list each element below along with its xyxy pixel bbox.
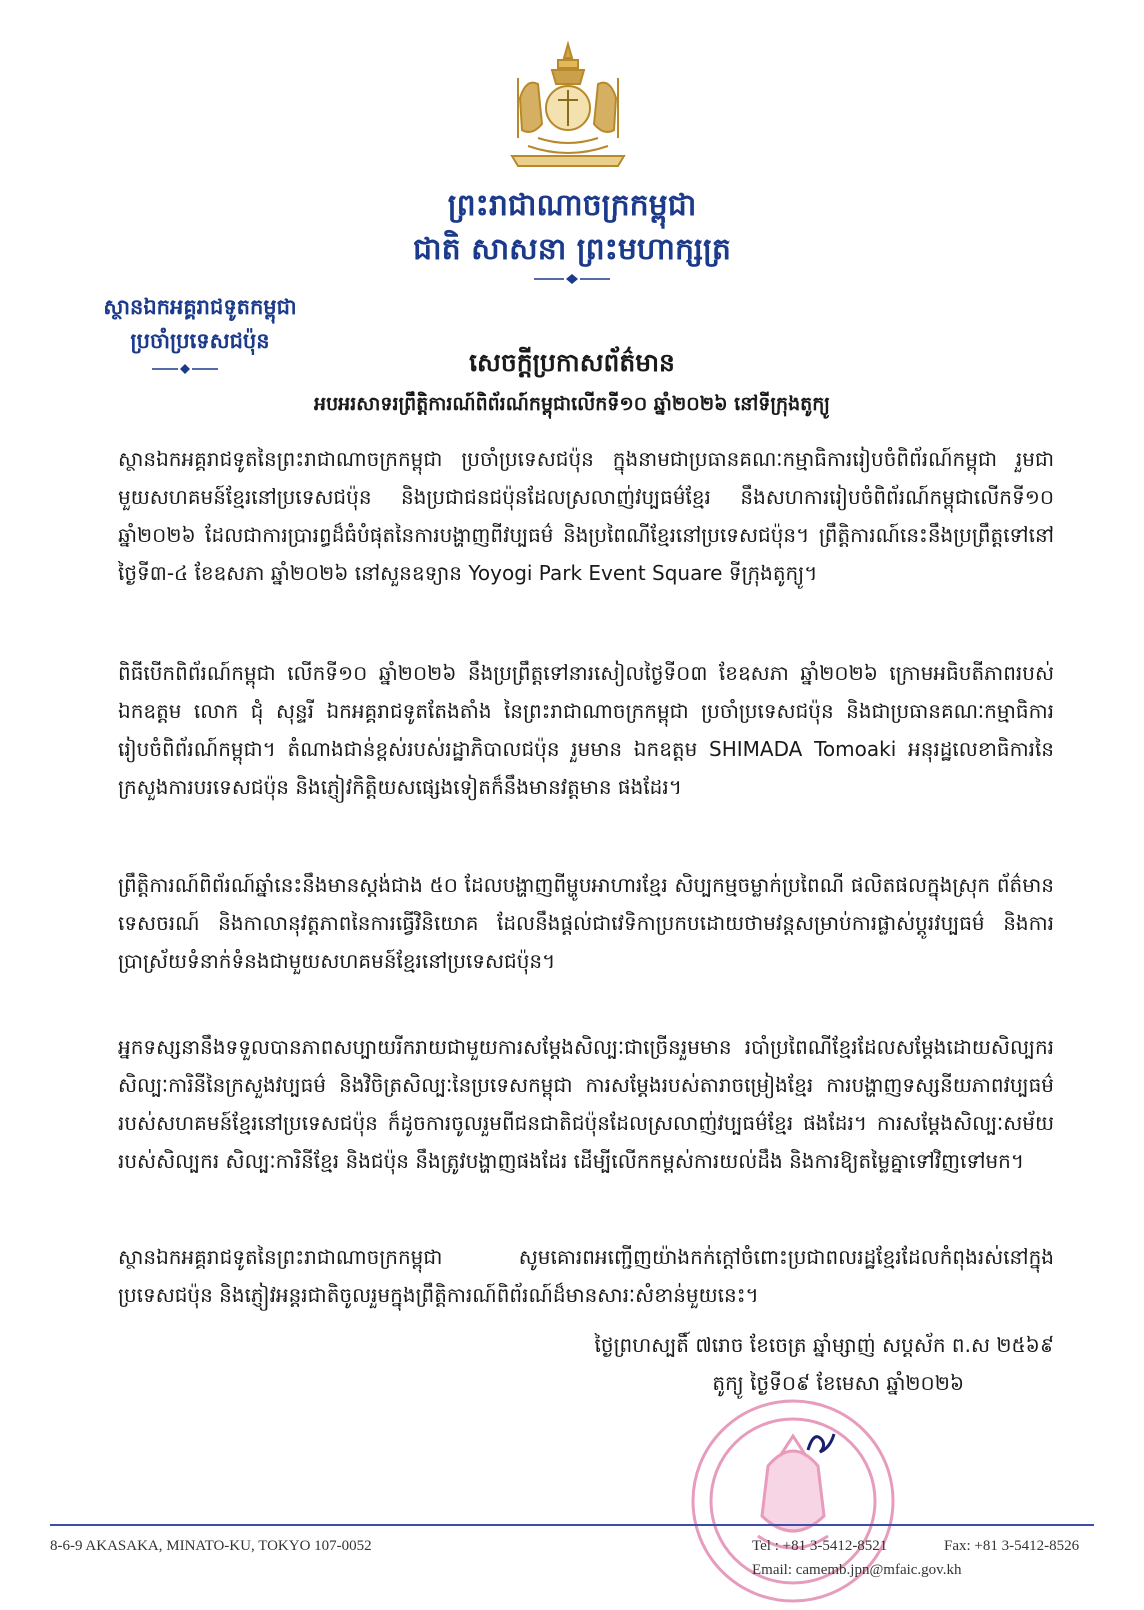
paragraph-text: ព្រឹត្តិការណ៍ពិព័រណ៍ឆ្នាំនេះនឹងមានស្តង់ជាង ៥០ ដែលបង្ហាញពីម្ហូបអាហារខ្មែរ សិប្បកម្មចម្លាក់ប្រពៃណី ផលិតផលក្នុងស្រុក ព័ត៌មានទេសចរណ៍ និងកាលានុវត្តភាពនៃការធ្វើវិនិយោគ ដែលនឹងផ្តល់ជាវេទិកាប្រកបដោយថាមវន្តសម្រាប់ការផ្លាស់ប្តូរវប្បធម៌ និងការប្រាស្រ័យទំនាក់ទំនងជាមួយសហគមន៍ខ្មែរនៅប្រទេសជប៉ុន។ — [118, 873, 1054, 973]
footer-telephone: Tel : +81 3-5412-8521 — [752, 1538, 888, 1554]
embassy-location: ប្រចាំប្រទេសជប៉ុន — [130, 328, 270, 353]
footer-divider — [50, 1524, 1094, 1526]
document-title: សេចក្តីប្រកាសព័ត៌មាន — [469, 348, 675, 377]
document-subtitle: អបអរសាទរព្រឹត្តិការណ៍ពិព័រណ៍កម្ពុជាលើកទី១០ ឆ្នាំ២០២៦ នៅទីក្រុងតូក្យូ — [314, 393, 830, 415]
footer-email: Email: camemb.jpn@mfaic.gov.kh — [752, 1562, 962, 1578]
paragraph-4 — [118, 1028, 1054, 1180]
paragraph-2 — [118, 654, 1054, 806]
paragraph-text: ស្ថានឯកអគ្គរាជទូតនៃព្រះរាជាណាចក្រកម្ពុជា សូមគោរពអញ្ជើញយ៉ាងកក់ក្តៅចំពោះប្រជាពលរដ្ឋខ្មែរដែលកំពុងរស់នៅក្នុងប្រទេសជប៉ុន និងភ្ញៀវអន្តរជាតិចូលរួមក្នុងព្រឹត្តិការណ៍ពិព័រណ៍ដ៏មានសារៈសំខាន់មួយនេះ។ — [118, 1245, 1054, 1307]
solar-date: តូក្យូ ថ្ងៃទី០៩ ខែមេសា ឆ្នាំ២០២៦ — [712, 1371, 964, 1395]
embassy-name: ស្ថានឯកអគ្គរាជទូតកម្ពុជា — [103, 294, 297, 319]
paragraph-text: ស្ថានឯកអគ្គរាជទូតនៃព្រះរាជាណាចក្រកម្ពុជា ប្រចាំប្រទេសជប៉ុន ក្នុងនាមជាប្រធានគណៈកម្មាធិការរៀបចំពិព័រណ៍កម្ពុជា រួមជាមួយសហគមន៍ខ្មែរនៅប្រទេសជប៉ុន និងប្រជាជនជប៉ុនដែលស្រលាញ់វប្បធម៌ខ្មែរ នឹងសហការរៀបចំពិព័រណ៍កម្ពុជាលើកទី១០ ឆ្នាំ២០២៦ ដែលជាការប្រារព្ធដ៏ធំបំផុតនៃការបង្ហាញពីវប្បធម៌ និងប្រពៃណីខ្មែរនៅប្រទេសជប៉ុន។ ព្រឹត្តិការណ៍នេះនឹងប្រព្រឹត្តទៅនៅថ្ងៃទី៣-៤ ខែឧសភា ឆ្នាំ២០២៦ នៅសួនឧទ្យាន Yoyogi Park Event Square ទីក្រុងតូក្យូ។ — [118, 447, 1054, 585]
paragraph-5 — [118, 1238, 1054, 1314]
nation-religion-king-motto: ជាតិ សាសនា ព្រះមហាក្សត្រ — [413, 232, 731, 267]
divider-ornament-icon — [532, 272, 612, 286]
paragraph-text: ពិធីបើកពិព័រណ៍កម្ពុជា លើកទី១០ ឆ្នាំ២០២៦ នឹងប្រព្រឹត្តទៅនារសៀលថ្ងៃទី០៣ ខែឧសភា ឆ្នាំ២០២៦ ក្រោមអធិបតីភាពរបស់ ឯកឧត្តម លោក ជុំ សុន្ទរី ឯកអគ្គរាជទូតតែងតាំង នៃព្រះរាជាណាចក្រកម្ពុជា ប្រចាំប្រទេសជប៉ុន និងជាប្រធានគណៈកម្មាធិការរៀបចំពិព័រណ៍កម្ពុជា។ តំណាងជាន់ខ្ពស់របស់រដ្ឋាភិបាលជប៉ុន រួមមាន ឯកឧត្តម SHIMADA Tomoaki អនុរដ្ឋលេខាធិការនៃក្រសួងការបរទេសជប៉ុន និងភ្ញៀវកិត្តិយសផ្សេងទៀតក៏នឹងមានវត្តមាន ផងដែរ។ — [118, 661, 1054, 799]
paragraph-3 — [118, 866, 1054, 980]
footer-address: 8-6-9 AKASAKA, MINATO-KU, TOKYO 107-0052 — [50, 1538, 372, 1554]
royal-coat-of-arms-icon — [498, 38, 638, 178]
paragraph-text: អ្នកទស្សនានឹងទទួលបានភាពសប្បាយរីករាយជាមួយការសម្តែងសិល្បៈជាច្រើនរួមមាន របាំប្រពៃណីខ្មែរដែលសម្តែងដោយសិល្បករ សិល្បៈការិនីនៃក្រសួងវប្បធម៌ និងវិចិត្រសិល្បៈនៃប្រទេសកម្ពុជា ការសម្តែងរបស់តារាចម្រៀងខ្មែរ ការបង្ហាញទស្សនីយភាពវប្បធម៌របស់សហគមន៍ខ្មែរនៅប្រទេសជប៉ុន ក៏ដូចការចូលរួមពីជនជាតិជប៉ុនដែលស្រលាញ់វប្បធម៌ខ្មែរ ផងដែរ។ ការសម្តែងសិល្បៈសម័យរបស់សិល្បករ សិល្បៈការិនីខ្មែរ និងជប៉ុន នឹងត្រូវបង្ហាញផងដែរ ដើម្បីលើកកម្ពស់ការយល់ដឹង និងការឱ្យតម្លៃគ្នាទៅវិញទៅមក។ — [118, 1035, 1054, 1173]
lunar-date: ថ្ងៃព្រហស្បតិ៍ ៧រោច ខែចេត្រ ឆ្នាំម្សាញ់ សប្តស័ក ព.ស ២៥៦៩ — [594, 1333, 1054, 1357]
paragraph-1 — [118, 440, 1054, 592]
kingdom-title: ព្រះរាជាណាចក្រកម្ពុជា — [447, 188, 697, 223]
footer-fax: Fax: +81 3-5412-8526 — [944, 1538, 1080, 1554]
signature-icon — [800, 1420, 840, 1460]
